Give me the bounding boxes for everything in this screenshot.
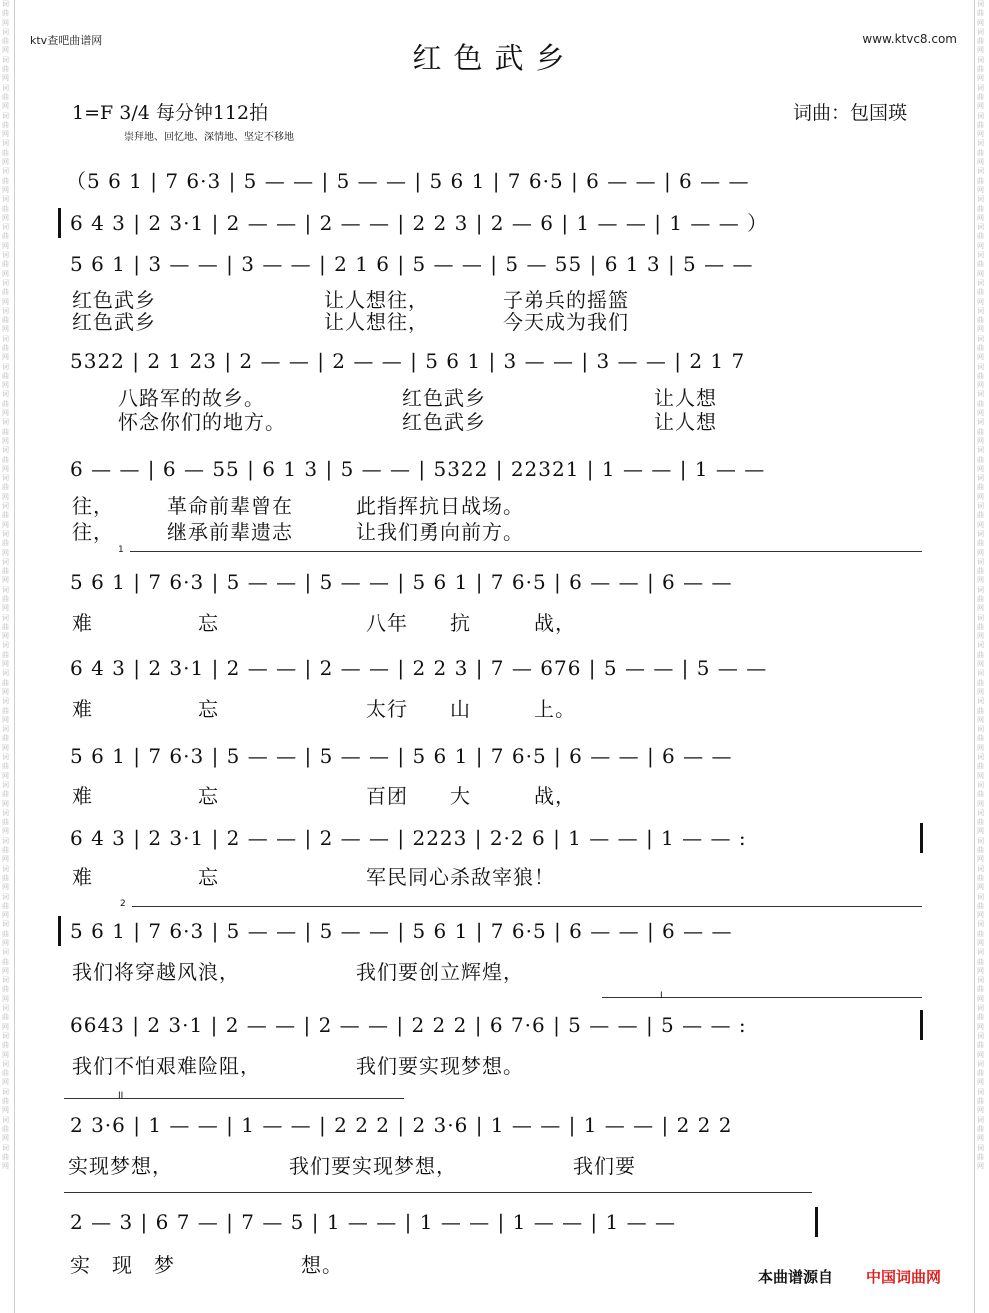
- ending-II-line: [64, 1098, 404, 1099]
- score-line-6: 5 6 1 | 7 6·3 | 5 — — | 5 — — | 5 6 1 | 7 6·5 | 6 — — | 6 — —: [70, 570, 733, 594]
- repeat-end-barline: [920, 823, 923, 853]
- score-line-8: 5 6 1 | 7 6·3 | 5 — — | 5 — — | 5 6 1 | 7 6·5 | 6 — — | 6 — —: [70, 744, 733, 768]
- lyric-line10: 我们将穿越风浪， 我们要创立辉煌，: [72, 960, 524, 984]
- expression-marking: 崇拜地、回忆地、深情地、坚定不移地: [124, 132, 294, 143]
- lyric-line7: 难 忘 太行 山 上。: [72, 697, 576, 721]
- ending-II-label: II: [118, 1091, 124, 1101]
- key-tempo: 1=F 3/4 每分钟112拍: [72, 102, 269, 124]
- lyric-verse2-line3: 红色武乡 让人想往， 今天成为我们: [72, 310, 629, 334]
- lyric-line9: 难 忘 军民同心杀敌宰狼！: [72, 865, 555, 889]
- score-line-4: 5322 | 2 1 23 | 2 — — | 2 — — | 5 6 1 | 3 — — | 3 — — | 2 1 7: [70, 349, 746, 373]
- score-line-12: 2 3·6 | 1 — — | 1 — — | 2 2 2 | 2 3·6 | 1 — — | 1 — — | 2 2 2: [70, 1113, 733, 1137]
- score-line-7: 6 4 3 | 2 3·1 | 2 — — | 2 — — | 2 2 3 | 7 — 676 | 5 — — | 5 — —: [70, 656, 768, 680]
- score-line-10: 5 6 1 | 7 6·3 | 5 — — | 5 — — | 5 6 1 | 7 6·5 | 6 — — | 6 — —: [70, 919, 733, 943]
- lyric-line13: 实 现 梦 想。: [70, 1253, 343, 1277]
- final-barline: [815, 1207, 818, 1237]
- score-line-3: 5 6 1 | 3 — — | 3 — — | 2 1 6 | 5 — — | 5 — 55 | 6 1 3 | 5 — —: [70, 252, 754, 276]
- composer-credits: 词曲：包国瑛: [792, 102, 907, 124]
- repeat-barline: [58, 208, 61, 238]
- footer-source: 本曲谱源自: [758, 1268, 834, 1286]
- site-url-right: www.ktvc8.com: [862, 32, 957, 46]
- volta-2-line: [132, 906, 922, 907]
- score-line-9: 6 4 3 | 2 3·1 | 2 — — | 2 — — | 2223 | 2·2 6 | 1 — — | 1 — — :: [70, 826, 747, 850]
- ending-I-label: I: [660, 991, 663, 1001]
- lyric-verse2-line5: 往， 继承前辈遗志 让我们勇向前方。: [72, 520, 524, 544]
- volta-2-label: 2: [120, 899, 126, 909]
- right-edge-line: [974, 0, 975, 1313]
- repeat-start-barline: [58, 916, 61, 946]
- song-title: 红色武乡: [412, 41, 577, 75]
- volta-1-label: 1: [118, 545, 124, 555]
- footer-brand: 中国词曲网: [866, 1268, 942, 1286]
- left-edge-line: [14, 0, 15, 1313]
- final-system-line: [64, 1192, 812, 1193]
- lyric-verse2-line4: 怀念你们的地方。 红色武乡 让人想: [118, 410, 717, 434]
- score-line-5: 6 — — | 6 — 55 | 6 1 3 | 5 — — | 5322 | 22321 | 1 — — | 1 — —: [70, 457, 766, 481]
- score-line-11: 6643 | 2 3·1 | 2 — — | 2 — — | 2 2 2 | 6 7·6 | 5 — — | 5 — — :: [70, 1013, 747, 1037]
- lyric-line11: 我们不怕艰难险阻， 我们要实现梦想。: [72, 1054, 524, 1078]
- lyric-line12: 实现梦想， 我们要实现梦想， 我们要: [68, 1154, 636, 1178]
- left-watermark-strip: 词曲网词曲网词曲网词曲网词曲网词曲网词曲网词曲网词曲网词曲网词曲网词曲网词曲网词曲网词曲网词曲网词曲网词曲网词曲网词曲网词曲网词曲网词曲网词曲网词曲网词曲网词曲网词曲网词曲网词曲网词曲网词曲网词曲网词曲网词曲网词曲网词曲网词曲网词曲网词曲网词曲网词曲网: [2, 0, 9, 1171]
- lyric-verse1-line4: 八路军的故乡。 红色武乡 让人想: [118, 386, 717, 410]
- ending-I-line: [602, 997, 922, 998]
- repeat-end-barline-2: [920, 1010, 923, 1040]
- score-line-1: （5 6 1 | 7 6·3 | 5 — — | 5 — — | 5 6 1 | 7 6·5 | 6 — — | 6 — —: [66, 169, 750, 193]
- site-name-left: ktv查吧曲谱网: [30, 34, 103, 47]
- volta-1-line: [130, 551, 922, 552]
- lyric-verse1-line3: 红色武乡 让人想往， 子弟兵的摇篮: [72, 288, 629, 312]
- lyric-line8: 难 忘 百团 大 战，: [72, 784, 576, 808]
- score-line-13: 2 — 3 | 6 7 — | 7 — 5 | 1 — — | 1 — — | 1 — — | 1 — —: [70, 1210, 676, 1234]
- lyric-line6: 难 忘 八年 抗 战，: [72, 611, 576, 635]
- right-watermark-strip: 词曲网词曲网词曲网词曲网词曲网词曲网词曲网词曲网词曲网词曲网词曲网词曲网词曲网词曲网词曲网词曲网词曲网词曲网词曲网词曲网词曲网词曲网词曲网词曲网词曲网词曲网词曲网词曲网词曲网词曲网词曲网词曲网词曲网词曲网词曲网词曲网词曲网词曲网词曲网词曲网词曲网词曲网: [977, 0, 984, 1171]
- score-line-2: 6 4 3 | 2 3·1 | 2 — — | 2 — — | 2 2 3 | 2 — 6 | 1 — — | 1 — — ）: [70, 211, 769, 235]
- lyric-verse1-line5: 往， 革命前辈曾在 此指挥抗日战场。: [72, 494, 524, 518]
